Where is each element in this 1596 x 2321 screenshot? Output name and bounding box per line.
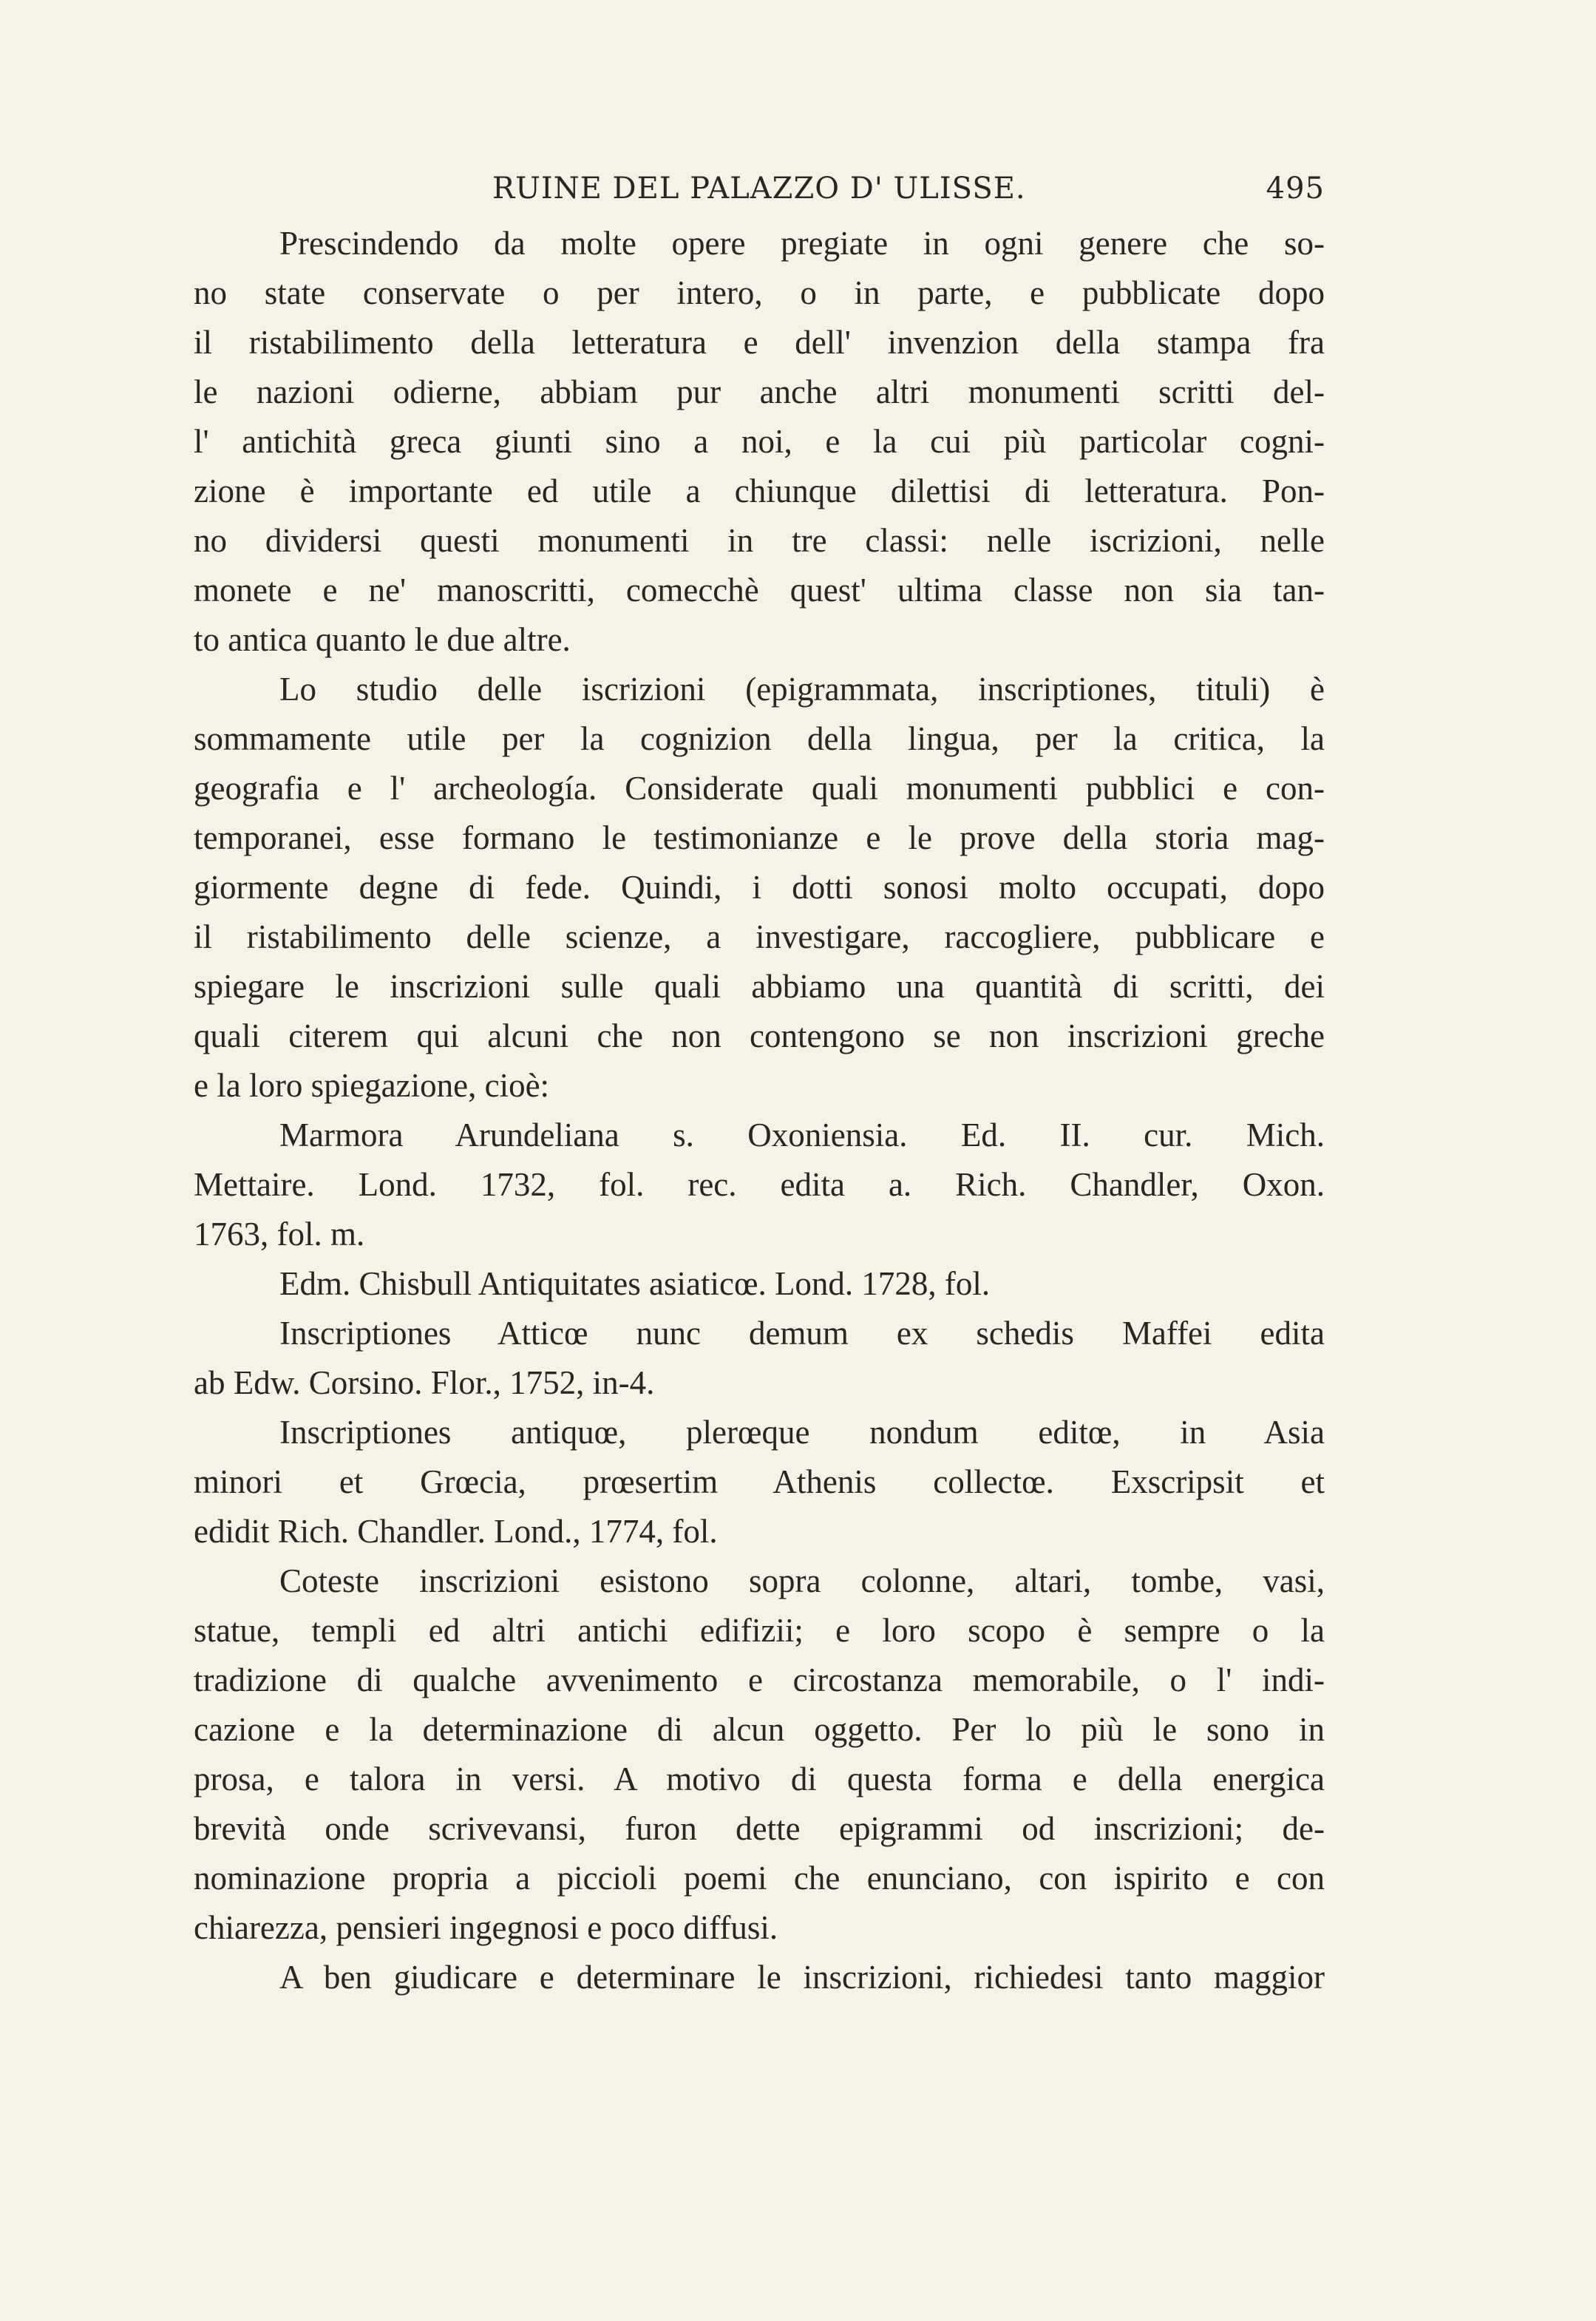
text-line: no state conservate o per intero, o in parte, e pubblicate dopo [194,274,1325,311]
text-line: geografia e l' archeología. Considerate quali monumenti pubblici e con- [194,770,1325,807]
text-line: statue, templi ed altri antichi edifizii; e loro scopo è sempre o la [194,1612,1325,1649]
bibliography-line: Inscriptiones antiquœ, plerœque nondum editœ, in Asia [279,1414,1325,1451]
running-head [194,172,1325,213]
text-line: il ristabilimento delle scienze, a investigare, raccogliere, pubblicare e [194,918,1325,955]
text-line: l' antichità greca giunti sino a noi, e la cui più particolar cogni- [194,423,1325,460]
text-line: prosa, e talora in versi. A motivo di questa forma e della energica [194,1761,1325,1797]
bibliography-line: ab Edw. Corsino. Flor., 1752, in-4. [194,1364,655,1401]
text-line: quali citerem qui alcuni che non contengono se non inscrizioni greche [194,1017,1325,1054]
text-line: nominazione propria a piccioli poemi che enunciano, con ispirito e con [194,1860,1325,1897]
text-line: giormente degne di fede. Quindi, i dotti sonosi molto occupati, dopo [194,869,1325,906]
text-line: le nazioni odierne, abbiam pur anche altri monumenti scritti del- [194,373,1325,410]
bibliography-line: minori et Grœcia, prœsertim Athenis collectœ. Exscripsit et [194,1463,1325,1500]
text-line: Lo studio delle iscrizioni (epigrammata, inscriptiones, tituli) è [279,671,1325,708]
text-line: Prescindendo da molte opere pregiate in ogni genere che so- [279,225,1325,262]
text-line: brevità onde scrivevansi, furon dette epigrammi od inscrizioni; de- [194,1810,1325,1847]
text-line: zione è importante ed utile a chiunque dilettisi di letteratura. Pon- [194,472,1325,509]
bibliography-line: Edm. Chisbull Antiquitates asiaticœ. Lond. 1728, fol. [279,1265,991,1302]
text-line: sommamente utile per la cognizion della lingua, per la critica, la [194,720,1325,757]
text-line: temporanei, esse formano le testimonianze e le prove della storia mag- [194,819,1325,856]
text-line: chiarezza, pensieri ingegnosi e poco diffusi. [194,1909,778,1946]
text-line: no dividersi questi monumenti in tre classi: nelle iscrizioni, nelle [194,522,1325,559]
text-line: e la loro spiegazione, cioè: [194,1067,550,1104]
text-line: Coteste inscrizioni esistono sopra colonne, altari, tombe, vasi, [279,1562,1325,1599]
text-line: A ben giudicare e determinare le inscrizioni, richiedesi tanto maggior [279,1959,1325,1996]
text-line: to antica quanto le due altre. [194,621,571,658]
bibliography-line: Mettaire. Lond. 1732, fol. rec. edita a. Rich. Chandler, Oxon. [194,1166,1325,1203]
text-line: tradizione di qualche avvenimento e circostanza memorabile, o l' indi- [194,1661,1325,1698]
text-line: spiegare le inscrizioni sulle quali abbiamo una quantità di scritti, dei [194,968,1325,1005]
text-line: cazione e la determinazione di alcun oggetto. Per lo più le sono in [194,1711,1325,1748]
running-title: RUINE DEL PALAZZO D' ULISSE. [492,172,1026,206]
bibliography-line: edidit Rich. Chandler. Lond., 1774, fol. [194,1513,718,1550]
text-line: monete e ne' manoscritti, comecchè quest' ultima classe non sia tan- [194,572,1325,609]
bibliography-line: 1763, fol. m. [194,1216,365,1253]
page-number: 495 [1266,172,1325,206]
text-line: il ristabilimento della letteratura e dell' invenzion della stampa fra [194,324,1325,361]
bibliography-line: Marmora Arundeliana s. Oxoniensia. Ed. II. cur. Mich. [279,1117,1325,1153]
bibliography-line: Inscriptiones Atticœ nunc demum ex schedis Maffei edita [279,1315,1325,1352]
